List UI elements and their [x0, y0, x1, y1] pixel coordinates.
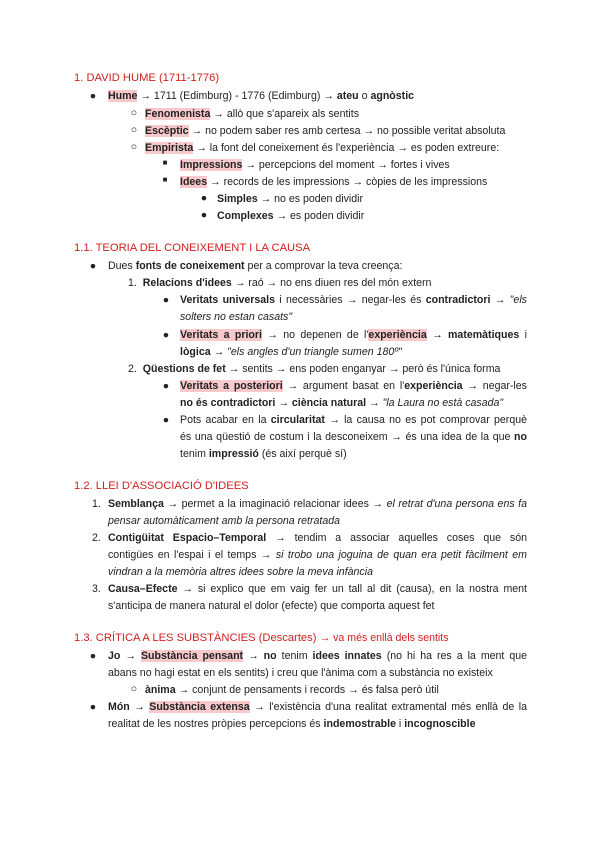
impressions-line: Impressions → percepcions del moment → fortes i vives	[180, 159, 450, 171]
contiguitat-cont: contigües en l'espai i el temps → si trobo una joguina de quan era petit fàcilment em	[108, 549, 527, 561]
jo-line: Jo → Substància pensant → no tenim idees innates (no hi ha res a la ment que	[108, 650, 528, 662]
hume-line: Hume → 1711 (Edimburg) - 1776 (Edimburg) → ateu o agnòstic	[108, 90, 415, 102]
contiguitat-quote: vindran a la memòria altres idees sobre la meva infància	[108, 566, 373, 578]
bullet-circle: ○	[130, 141, 138, 153]
veritats-posteriori-cont: no és contradictori → ciència natural → "la Laura no està casada"	[180, 397, 504, 409]
semblanca-quote: pensar automàticament amb la persona retratada	[108, 515, 341, 527]
veritats-priori-cont: lògica → "els angles d'un triangle sumen 180º"	[180, 346, 402, 358]
section-1-2-heading: 1.2. LLEI D'ASSOCIACIÓ D'IDEES	[74, 480, 249, 492]
list-number: 3.	[92, 583, 101, 595]
idees-line: Idees → records de les impressions → còpies de les impressions	[180, 176, 488, 188]
bullet-circle: ○	[130, 107, 138, 119]
bullet-disc: ●	[200, 209, 208, 221]
fenomenista-line: Fenomenista → allò que s'apareix als sentits	[145, 108, 359, 120]
bullet-disc: ●	[89, 90, 97, 102]
section-1-1-heading: 1.1. TEORIA DEL CONEIXEMENT I LA CAUSA	[74, 242, 311, 254]
mon-cont: realitat de les nostres pròpies percepcions és indemostrable i incognoscible	[108, 718, 476, 730]
bullet-disc: ●	[89, 260, 97, 272]
jo-cont: abans no hagi estat en els sentits) i creu que l'ànima com a substància no existeix	[108, 667, 493, 679]
bullet-disc: ●	[89, 650, 97, 662]
section-1-3-heading: 1.3. CRÍTICA A LES SUBSTÀNCIES (Descartes) → va més enllà dels sentits	[74, 632, 449, 644]
complexes-line: Complexes → es poden dividir	[217, 210, 365, 222]
section-1-heading: 1. DAVID HUME (1711-1776)	[74, 72, 220, 84]
questions-fet-line: 2. Qüestions de fet → sentits → ens poden enganyar → però és l'única forma	[128, 363, 501, 375]
veritats-posteriori-line: Veritats a posteriori → argument basat en l'experiència → negar-les	[180, 380, 527, 392]
relacions-line: 1. Relacions d'idees → raó → no ens diuen res del món extern	[128, 277, 432, 289]
list-number: 2.	[92, 532, 101, 544]
circularitat-cont: és una qüestió de costum i la desconeixem → és una idea de la que no	[180, 431, 527, 443]
bullet-circle: ○	[130, 683, 138, 695]
causa-efecte-cont: s'anticipa de manera natural el dolor (efecte) que comporta aquest fet	[108, 600, 435, 612]
circularitat-line: Pots acabar en la circularitat → la causa no es pot comprovar perquè	[180, 414, 527, 426]
bullet-disc: ●	[162, 380, 170, 392]
bullet-disc: ●	[162, 329, 170, 341]
bullet-disc: ●	[200, 192, 208, 204]
contiguitat-line: Contigüitat Espacio–Temporal → tendim a associar aquelles coses que són	[108, 532, 527, 544]
bullet-disc: ●	[89, 701, 97, 713]
bullet-disc: ●	[162, 294, 170, 306]
semblanca-line: Semblança → permet a la imaginació relacionar idees → el retrat d'una persona ens fa	[108, 498, 528, 510]
veritats-universals-quote: solters no estan casats"	[180, 311, 293, 323]
bullet-square: ■	[162, 158, 168, 167]
simples-line: Simples → no es poden dividir	[217, 193, 364, 205]
veritats-universals-line: Veritats universals i necessàries → negar-les és contradictori → "els	[180, 294, 527, 306]
veritats-priori-line: Veritats a priori → no depenen de l'experiència → matemàtiques i	[180, 329, 527, 341]
dues-line: Dues fonts de coneixement per a comprovar la teva creença:	[108, 260, 403, 272]
causa-efecte-line: Causa–Efecte → si explico que em vaig fer un tall al dit (causa), en la nostra ment	[108, 583, 528, 595]
bullet-square: ■	[162, 175, 168, 184]
bullet-circle: ○	[130, 124, 138, 136]
esceptic-line: Escèptic → no podem saber res amb certesa → no possible veritat absoluta	[145, 125, 506, 137]
circularitat-end: tenim impressió (és així perquè sí)	[180, 448, 347, 460]
list-number: 1.	[92, 498, 101, 510]
bullet-disc: ●	[162, 414, 170, 426]
empirista-line: Empirista → la font del coneixement és l'experiència → es poden extreure:	[145, 142, 500, 154]
anima-line: ànima → conjunt de pensaments i records → és falsa però útil	[145, 684, 439, 696]
mon-line: Món → Substància extensa → l'existència d'una realitat extramental més enllà de la	[108, 701, 527, 713]
